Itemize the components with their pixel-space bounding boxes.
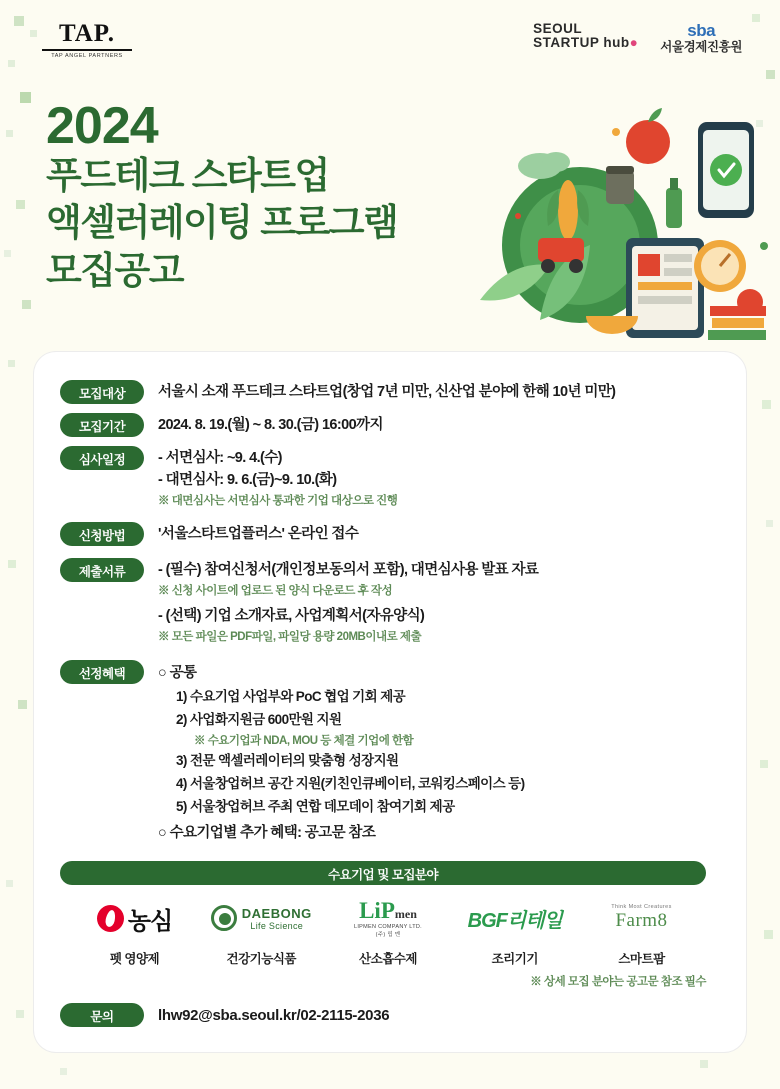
schedule-note: ※ 대면심사는 서면심사 통과한 기업 대상으로 진행 bbox=[158, 494, 398, 507]
ssh-line1: SEOUL bbox=[533, 21, 583, 36]
apply-text: '서울스타트업플러스' 온라인 접수 bbox=[158, 526, 359, 543]
benefit-item-1: 1) 수요기업 사업부와 PoC 협업 기회 제공 bbox=[176, 688, 406, 704]
bgf-logo-text: BGF리테일 bbox=[467, 909, 562, 932]
lipmen-logo-sub2: (주) 립 멘 bbox=[375, 932, 401, 939]
lipmen-logo bbox=[326, 895, 451, 941]
daebong-logo-line2: Life Science bbox=[250, 920, 304, 931]
company-field: 조리기기 bbox=[491, 952, 538, 967]
lipmen-logo-men: men bbox=[394, 907, 417, 922]
schedule-line-2: - 대면심사: 9. 6.(금)~9. 10.(화) bbox=[158, 472, 337, 489]
daebong-logo bbox=[199, 895, 324, 941]
bgf-retail-logo bbox=[452, 895, 577, 941]
benefit-item-2: 2) 사업화지원금 600만원 지원 bbox=[176, 711, 342, 727]
section-label-target: 모집대상 bbox=[60, 380, 144, 404]
tap-logo-underline bbox=[42, 49, 132, 51]
company-item bbox=[326, 895, 451, 967]
farm8-logo-main: Farm8 bbox=[615, 910, 668, 932]
company-field: 스마트팜 bbox=[618, 952, 665, 967]
company-list bbox=[60, 885, 720, 967]
documents-note-2: ※ 모든 파일은 PDF파일, 파일당 용량 20MB이내로 제출 bbox=[158, 630, 422, 643]
tap-logo-sub: TAP ANGEL PARTNERS bbox=[51, 53, 123, 59]
section-schedule bbox=[60, 446, 720, 510]
sba-logo-top: sba bbox=[687, 21, 716, 40]
nongshim-logo-text: 농심 bbox=[127, 907, 173, 935]
target-text: 서울시 소재 푸드테크 스타트업(창업 7년 미만, 신산업 분야에 한해 10년 미만) bbox=[158, 384, 616, 400]
company-item bbox=[452, 895, 577, 967]
benefit-item-3: 3) 전문 액셀러레이터의 맞춤형 성장지원 bbox=[176, 752, 399, 768]
section-target bbox=[60, 380, 720, 404]
section-apply bbox=[60, 522, 720, 546]
section-label-benefits: 선정혜택 bbox=[60, 660, 144, 684]
section-label-apply: 신청방법 bbox=[60, 522, 144, 546]
ssh-line2: STARTUP bbox=[533, 35, 600, 51]
section-label-schedule: 심사일정 bbox=[60, 446, 144, 470]
company-item bbox=[579, 895, 704, 967]
section-label-documents: 제출서류 bbox=[60, 558, 144, 582]
lipmen-logo-sub1: LIPMEN COMPANY LTD. bbox=[353, 924, 423, 931]
seoul-startup-hub-logo: SEOUL STARTUP hub● bbox=[533, 21, 639, 51]
lipmen-logo-main: LiP bbox=[359, 898, 395, 924]
company-field: 건강기능식품 bbox=[226, 952, 296, 967]
companies-note: ※ 상세 모집 분야는 공고문 참조 필수 bbox=[530, 976, 706, 989]
poster-title bbox=[46, 97, 476, 294]
tap-angel-partners-logo bbox=[42, 20, 132, 59]
section-label-period: 모집기간 bbox=[60, 413, 144, 437]
section-label-contact: 문의 bbox=[60, 1003, 144, 1027]
documents-note-1: ※ 신청 사이트에 업로드 된 양식 다운로드 후 작성 bbox=[158, 584, 393, 597]
sba-logo bbox=[660, 22, 742, 54]
sba-logo-bottom: 서울경제진흥원 bbox=[660, 39, 742, 54]
page-header bbox=[0, 0, 780, 80]
benefit-item-4: 4) 서울창업허브 공간 지원(키친인큐베이터, 코워킹스페이스 등) bbox=[176, 775, 525, 791]
period-text: 2024. 8. 19.(월) ~ 8. 30.(금) 16:00까지 bbox=[158, 417, 383, 433]
section-benefits bbox=[60, 660, 720, 845]
benefit-item-5: 5) 서울창업허브 주최 연합 데모데이 참여기회 제공 bbox=[176, 798, 455, 814]
title-year: 2024 bbox=[46, 97, 158, 155]
farm8-logo-top: Think Most Creatures bbox=[611, 904, 672, 911]
benefit-item-2-note: ※ 수요기업과 NDA, MOU 등 체결 기업에 한함 bbox=[194, 734, 414, 747]
contact-value[interactable]: lhw92@sba.seoul.kr/02-2115-2036 bbox=[158, 1006, 390, 1024]
documents-optional: - (선택) 기업 소개자료, 사업계획서(자유양식) bbox=[158, 608, 425, 625]
section-documents bbox=[60, 558, 720, 646]
details-card bbox=[34, 352, 746, 1052]
company-field: 산소흡수제 bbox=[359, 952, 417, 967]
section-period bbox=[60, 413, 720, 437]
farm8-logo bbox=[579, 895, 704, 941]
section-label-companies: 수요기업 및 모집분야 bbox=[60, 861, 706, 885]
company-item bbox=[72, 895, 197, 967]
daebong-logo-line1: DAEBONG bbox=[241, 905, 312, 921]
title-line-3: 모집공고 bbox=[46, 249, 183, 291]
partner-logos bbox=[533, 22, 742, 54]
schedule-line-1: - 서면심사: ~9. 4.(수) bbox=[158, 450, 282, 466]
nongshim-logo bbox=[72, 895, 197, 941]
section-companies bbox=[60, 861, 720, 989]
company-item bbox=[199, 895, 324, 967]
benefits-extra: ○ 수요기업별 추가 혜택: 공고문 참조 bbox=[158, 824, 376, 841]
documents-required: - (필수) 참여신청서(개인정보동의서 포함), 대면심사용 발표 자료 bbox=[158, 562, 539, 579]
company-field: 펫 영양제 bbox=[109, 952, 160, 967]
tap-logo-main: TAP. bbox=[58, 20, 116, 47]
title-line-2: 액셀러레이팅 프로그램 bbox=[46, 202, 398, 244]
benefits-common-title: ○ 공통 bbox=[158, 665, 197, 682]
section-contact bbox=[60, 1003, 720, 1027]
title-line-1: 푸드테크 스타트업 bbox=[46, 155, 329, 196]
ssh-hub: hub bbox=[603, 35, 630, 51]
